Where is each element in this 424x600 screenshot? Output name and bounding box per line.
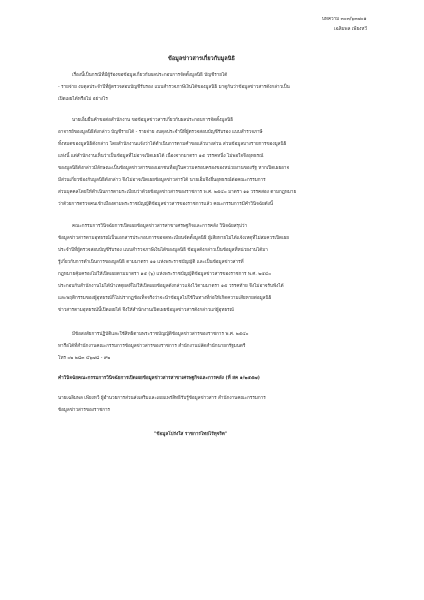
signature-line: ข้อมูลข่าวสารของราชการ [58,408,111,413]
document-title: ข้อมูลข่าวสารเกี่ยวกับมูลนิธิ [168,56,235,62]
facts-line: ว่าด้วยการตรวจคนเข้าเมืองตามพระราชบัญญัติข้อมูลข่าวสารของราชการแล้ว คณะกรรมการมีคำวินิจฉัยดังนี้ [58,202,274,207]
facts-line: มีส่วนเกี่ยวข้องกับมูลนิธิดังกล่าว จึงไม่อาจเปิดเผยข้อมูลข่าวสารได้ นายเอ็มจึงยื่นอุทธรณ์ต่อคณะกรรมการ [58,178,266,183]
reference-title: คำวินิจฉัยคณะกรรมการวินิจฉัยการเปิดเผยข้อมูลข่าวสารสาขาเศรษฐกิจและการคลัง (ที่ สค ๑/๒๕๕๗) [58,376,260,381]
signature-line: นายเฉลิมพล เพียงหวี ผู้อำนวยการส่วนส่งเสริมและเผยแพร่สิทธิรับรู้ข้อมูลข่าวสาร สำนักงานคณะกรรมการ [58,396,266,401]
decision-line: ประจำปีที่ผู้ตรวจสอบบัญชีรับรอง แบบสำรวจภาษีเงินได้ของมูลนิธิ ข้อมูลดังกล่าวเป็นข้อมูลที่หน่วยงานได้มา [58,248,268,253]
contact-line: มีข้อสงสัยการปฏิบัติและใช้สิทธิตามพระราชบัญญัติข้อมูลข่าวสารของราชการ พ.ศ. ๒๕๔๐ [72,332,249,337]
decision-line: ข้อมูลข่าวสารตามอุทธรณ์เป็นเอกสารประกอบการขอจดทะเบียนจัดตั้งมูลนิธิ ผู้เสียหายไม่ได้แจ้งเหตุที่ไม่สมควรเปิดเผย [58,236,289,241]
author-name: เฉลิมพล เพียงหวี [334,27,367,32]
reference-number: บทความ ๓๐๓/๖๓๗๐๑ [322,17,367,22]
facts-line: ของมูลนิธิดังกล่าวมีลักษณะเป็นข้อมูลข่าวสารของเอกชนที่อยู่ในความครอบครองของหน่วยงานของรัฐ หากเปิดเผยอาจ [58,166,290,171]
facts-line: ทั้งหมดของมูลนิธิดังกล่าว โดยสำนักงานแจ้งว่าได้ดำเนินการตามคำขอแล้วบางส่วน ส่วนข้อมูลบางรายการของมูลนิธิ [58,142,287,147]
facts-line: ส่วนบุคคลโดยให้ดำเนินการตามระเบียบว่าด้วยข้อมูลข่าวสารของราชการ พ.ศ. ๒๕๔๐ มาตรา ๑๑ วรรคสอง ตามกฎหมาย [58,190,297,195]
decision-line: คณะกรรมการวินิจฉัยการเปิดเผยข้อมูลข่าวสารสาขาเศรษฐกิจและการคลัง วินิจฉัยสรุปว่า [72,224,248,229]
decision-line: รู้เกี่ยวกับการดำเนินการของมูลนิธิ ตามมาตรา ๑๑ แห่งพระราชบัญญัติ และเป็นข้อมูลข่าวสารที่ [58,260,244,265]
contact-line: โทร ๐๒ ๒๘๓ ๔๖๗๘ - ๙๒ [58,356,111,361]
intro-line: - รายจ่าย งบดุลประจำปีที่ผู้ตรวจสอบบัญชีรับรอง แบบสำรวจภาษีเงินได้ของมูลนิธิ มาดูกันว่าข้อมูลข่าวสารดังกล่าวเป็น [58,85,290,90]
facts-line: อาจารย์ของมูลนิธิดังกล่าว บัญชีรายได้ - รายจ่าย งบดุลประจำปีที่ผู้ตรวจสอบบัญชีรับรอง แบบสำรวจภาษี [58,130,263,135]
decision-line: ข่าวสารตามอุทธรณ์นี้เปิดเผยได้ จึงให้สำนักงานเปิดเผยข้อมูลข่าวสารดังกล่าวแก่ผู้อุทธรณ์ [58,308,234,313]
contact-line: หารือได้ที่สำนักงานคณะกรรมการข้อมูลข่าวสารของราชการ สำนักงานปลัดสำนักนายกรัฐมนตรี [58,344,246,349]
intro-line: เปิดเผยได้หรือไม่ อย่างไร [58,97,108,102]
facts-line: นายเอ็มยื่นคำขอต่อสำนักงาน ขอข้อมูลข่าวสารเกี่ยวกับผลประกอบการจัดตั้งมูลนิธิ [72,118,234,123]
decision-line: ประกอบกับสำนักงานไม่ได้นำเหตุผลที่ไม่ให้เปิดเผยข้อมูลดังกล่าวแจ้งไว้ตามมาตรา ๑๕ วรรคท้าย จึงไม่อาจรับฟังได้ [58,284,284,289]
intro-line: เรื่องนี้เป็นกรณีที่มีผู้ร้องขอข้อมูลเกี่ยวกับผลประกอบการจัดตั้งมูลนิธิ บัญชีรายได้ [72,73,228,78]
slogan: "ข้อมูลโปร่งใส ราชการไทยไร้ทุจริต" [154,432,228,437]
facts-line: แห่งนี้ แต่สำนักงานเห็นว่าเป็นข้อมูลที่ไม่อาจเปิดเผยได้ เนื่องจากมาตรา ๑๕ วรรคหนึ่ง ไม่พอใจจึงอุทธรณ์ [58,154,264,159]
decision-line: และพฤติกรรมของผู้อุทธรณ์ก็ไม่ปรากฏข้อเท็จจริงว่าจะนำข้อมูลไปใช้ในทางที่ก่อให้เกิดความเสียหายต่อมูลนิธิ [58,296,272,301]
decision-line: กฎหมายคุ้มครองไม่ให้เปิดเผยตามมาตรา ๑๕ (๖) แห่งพระราชบัญญัติข้อมูลข่าวสารของราชการ พ.ศ. ๒๕๔๐ [58,272,272,277]
